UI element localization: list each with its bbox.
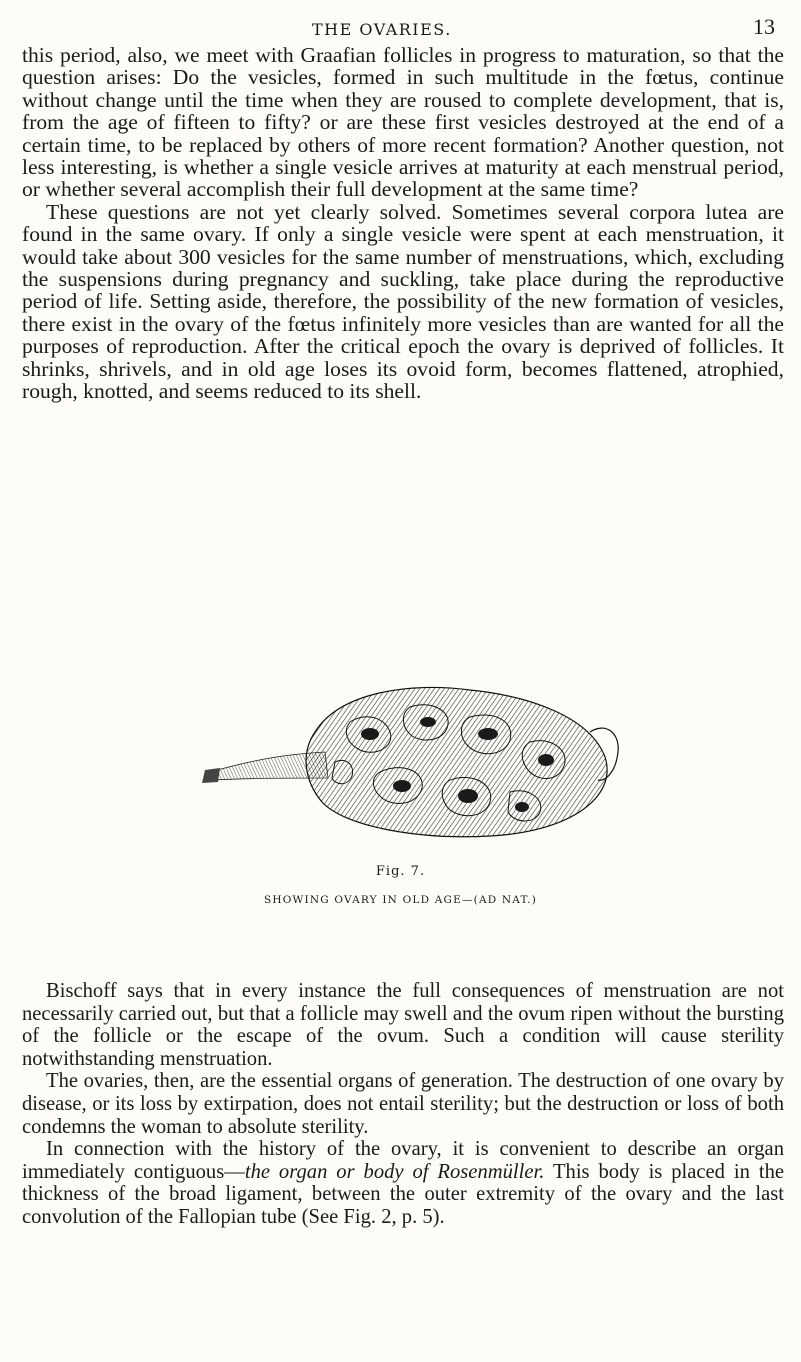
text-run: This body is placed in the thickness of the broad ligament, between the outer extremity of the ovary and the last convolution of the Fallopian tube (See Fig. 2, p. 5). — [22, 1160, 785, 1228]
paragraph: Bischoff says that in every instance the full consequences of menstruation are not necessarily carried out, but that a follicle may swell and the ovum ripen without the bursting of the follicle or the escape of the ovum. Such a condition will cause sterility notwithstanding menstruation. — [22, 980, 784, 1070]
running-head — [0, 14, 801, 44]
body-text-bottom — [22, 980, 784, 1229]
figure-7 — [0, 662, 801, 962]
figure-caption: SHOWING OVARY IN OLD AGE—(AD NAT.) — [263, 894, 537, 906]
italic-term: the organ or body of Rosenmüller. — [244, 1160, 545, 1183]
paragraph-with-italic — [22, 1138, 784, 1228]
running-title: THE OVARIES. — [312, 20, 452, 39]
old-ovary-illustration — [150, 662, 650, 852]
paragraph: These questions are not yet clearly solved. Sometimes several corpora lutea are found in the same ovary. If only a single vesicle were spent at each menstruation, it would take about 300 vesicles for the same number of menstruations, which, excluding the suspensions during pregnancy and suckling, take place during the reproductive period of life. Setting aside, therefore, the possibility of the new formation of vesicles, there exist in the ovary of the fœtus infinitely more vesicles than are wanted for all the purposes of reproduction. After the critical epoch the ovary is deprived of follicles. It shrinks, shrivels, and in old age loses its ovoid form, becomes flattened, atrophied, rough, knotted, and seems reduced to its shell. — [22, 199, 784, 404]
figure-label: Fig. 7. — [375, 864, 426, 879]
paragraph: The ovaries, then, are the essential organs of generation. The destruction of one ovary by disease, or its loss by extirpation, does not entail sterility; but the destruction or loss of both condemns the woman to absolute sterility. — [22, 1070, 784, 1138]
paragraph-continued: this period, also, we meet with Graafian follicles in progress to maturation, so that the question arises: Do the vesicles, formed in such multitude in the fœtus, continue without change until the time when they are roused to complete development, that is, from the age of fifteen to fifty? or are these first vesicles destroyed at the end of a certain time, to be replaced by others of more recent formation? Another question, not less interesting, is whether a single vesicle arrives at maturity at each menstrual period, or whether several accomplish their full development at the same time? — [22, 43, 784, 202]
page-number: 13 — [753, 14, 775, 39]
text-run: In connection with the history of the ovary, it is convenient to describe an organ immediately contiguous— — [22, 1138, 784, 1183]
body-text-top — [22, 44, 784, 403]
